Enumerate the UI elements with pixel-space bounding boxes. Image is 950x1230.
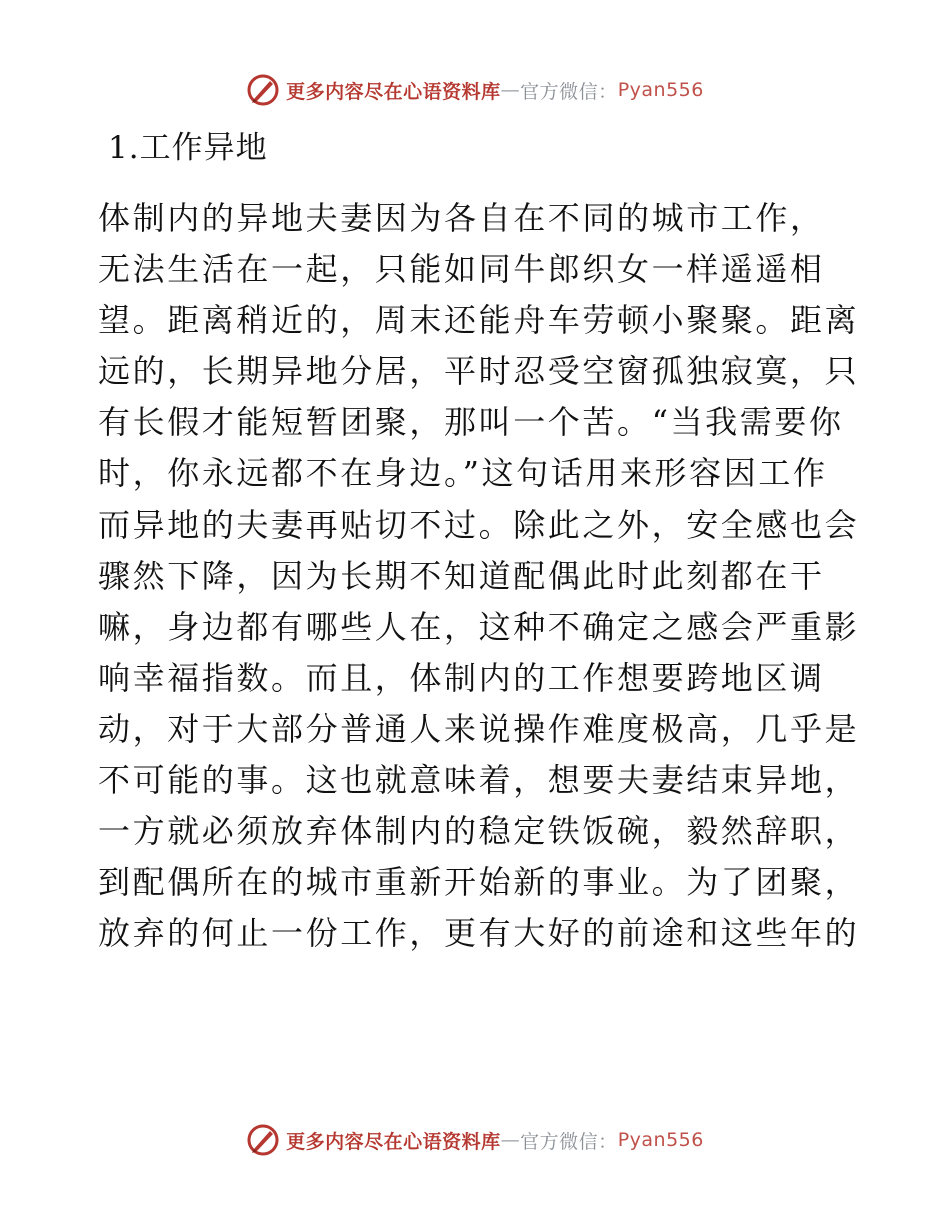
text-line: 远的，长期异地分居，平时忍受空窗孤独寂寞，只 xyxy=(98,352,860,391)
header-dash: — xyxy=(500,79,521,101)
text-line: 嘛，身边都有哪些人在，这种不确定之感会严重影 xyxy=(98,607,860,646)
text-line: 体制内的异地夫妻因为各自在不同的城市工作， xyxy=(98,199,825,237)
footer-wechat-id: Pyan556 xyxy=(617,1129,704,1151)
text-line: 一方就必须放弃体制内的稳定铁饭碗，毅然辞职， xyxy=(98,812,860,851)
header-brand-text: 更多内容尽在心语资料库 xyxy=(286,80,501,103)
text-line: 不可能的事。这也就意味着，想要夫妻结束异地， xyxy=(98,761,860,800)
text-line: 响幸福指数。而且，体制内的工作想要跨地区调 xyxy=(98,658,825,697)
footer-wechat-label: 官方微信： xyxy=(520,1130,618,1153)
header-wechat-id: Pyan556 xyxy=(617,79,704,101)
footer-dash: — xyxy=(500,1129,521,1151)
text-line: 放弃的何止一份工作，更有大好的前途和这些年的 xyxy=(98,914,860,953)
footer-brand-text: 更多内容尽在心语资料库 xyxy=(286,1130,501,1153)
text-line: 望。距离稍近的，周末还能舟车劳顿小聚聚。距离 xyxy=(98,301,860,340)
text-line: 而异地的夫妻再贴切不过。除此之外，安全感也会 xyxy=(98,505,860,544)
section-title: 1.工作异地 xyxy=(108,130,268,166)
text-line: 时，你永远都不在身边。”这句话用来形容因工作 xyxy=(98,454,828,493)
text-line: 无法生活在一起，只能如同牛郎织女一样遥遥相 xyxy=(98,250,825,289)
pen-logo-icon xyxy=(246,73,280,107)
header-wechat-label: 官方微信： xyxy=(520,80,618,103)
header-watermark xyxy=(0,70,950,110)
text-line: 到配偶所在的城市重新开始新的事业。为了团聚， xyxy=(98,863,860,902)
body-paragraph xyxy=(98,193,858,959)
footer-watermark xyxy=(0,1120,950,1160)
text-line: 骤然下降，因为长期不知道配偶此时此刻都在干 xyxy=(98,556,825,595)
pen-logo-icon xyxy=(246,1123,280,1157)
text-line: 动，对于大部分普通人来说操作难度极高，几乎是 xyxy=(98,709,860,748)
text-line: 有长假才能短暂团聚，那叫一个苦。“当我需要你 xyxy=(98,403,844,442)
